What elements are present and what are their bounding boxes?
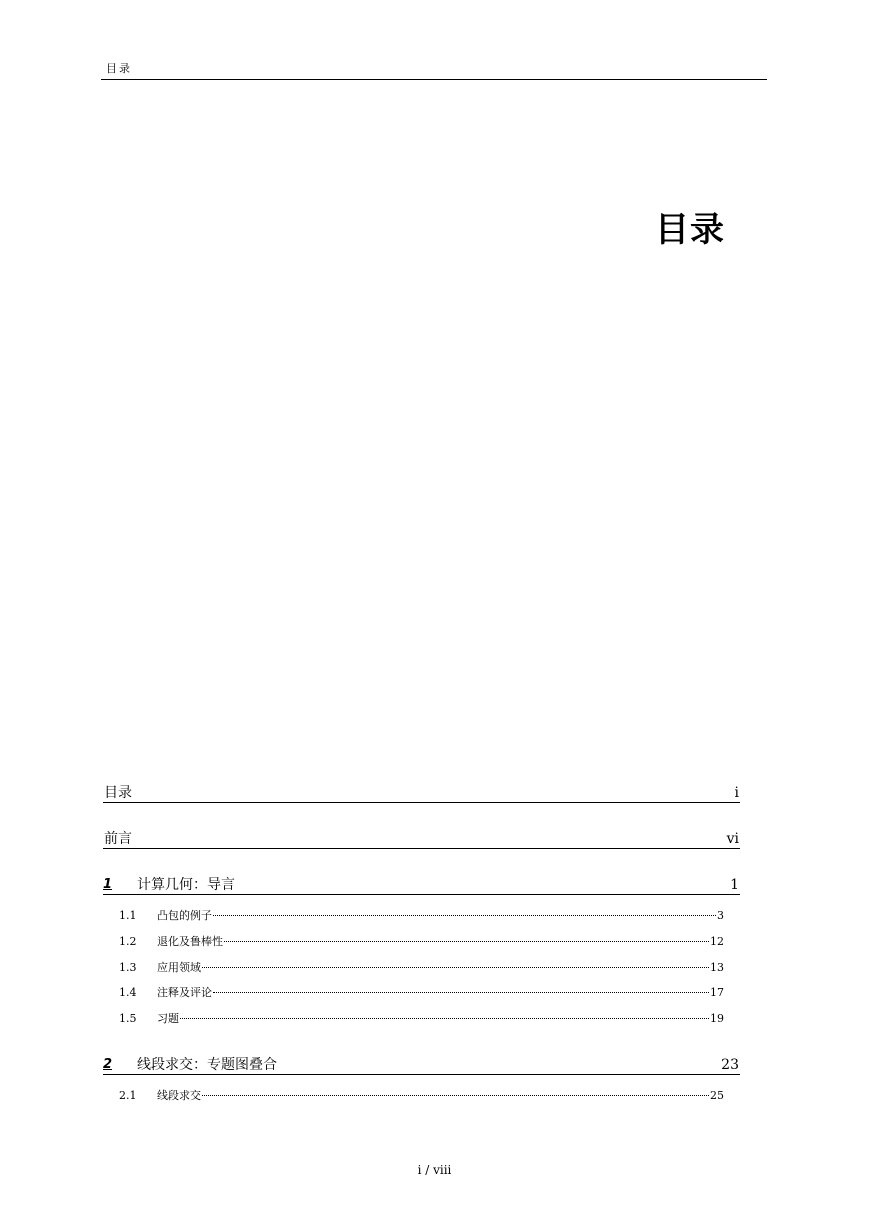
toc-section-1-5[interactable]	[119, 1011, 724, 1027]
running-header: 目录	[106, 62, 132, 75]
toc-entry-title: 前言	[104, 831, 132, 847]
section-number: 1.4	[119, 986, 137, 999]
chapter-number: 2	[103, 1057, 113, 1072]
dot-leader	[224, 941, 709, 942]
dot-leader	[213, 992, 709, 993]
section-number: 1.1	[119, 909, 137, 922]
dot-leader	[202, 1095, 709, 1096]
dot-leader	[180, 1018, 709, 1019]
section-title: 注释及评论	[157, 986, 212, 999]
section-page: 3	[717, 909, 724, 922]
toc-chapter-2[interactable]	[103, 1056, 740, 1075]
section-title: 凸包的例子	[157, 909, 212, 922]
chapter-number: 1	[103, 877, 113, 892]
section-page: 12	[710, 935, 724, 948]
dot-leader	[202, 967, 709, 968]
toc-section-2-1[interactable]	[119, 1088, 724, 1104]
toc-section-1-4[interactable]	[119, 985, 724, 1001]
section-page: 13	[710, 961, 724, 974]
section-page: 19	[710, 1012, 724, 1025]
toc-section-1-3[interactable]	[119, 960, 724, 976]
section-number: 1.3	[119, 961, 137, 974]
chapter-title: 计算几何：导言	[137, 877, 235, 893]
section-title: 习题	[157, 1012, 179, 1025]
section-page: 17	[710, 986, 724, 999]
toc-chapter-1[interactable]	[103, 876, 740, 895]
toc-entry-contents[interactable]	[103, 784, 740, 803]
section-title: 线段求交	[157, 1089, 201, 1102]
toc-entry-page: i	[734, 785, 739, 801]
toc-entry-page: vi	[726, 831, 739, 847]
header-rule	[101, 79, 767, 80]
toc-section-1-2[interactable]	[119, 934, 724, 950]
page-footer: i / viii	[417, 1163, 452, 1177]
section-page: 25	[710, 1089, 724, 1102]
toc-entry-preface[interactable]	[103, 830, 740, 849]
section-title: 应用领域	[157, 961, 201, 974]
chapter-title: 线段求交：专题图叠合	[137, 1057, 277, 1073]
dot-leader	[213, 915, 716, 916]
toc-section-1-1[interactable]	[119, 908, 724, 924]
section-number: 2.1	[119, 1089, 137, 1102]
page-title: 目录	[655, 210, 725, 250]
section-title: 退化及鲁棒性	[157, 935, 223, 948]
section-number: 1.2	[119, 935, 137, 948]
chapter-page: 23	[721, 1057, 739, 1073]
section-number: 1.5	[119, 1012, 137, 1025]
toc-entry-title: 目录	[104, 785, 132, 801]
chapter-page: 1	[730, 877, 739, 893]
